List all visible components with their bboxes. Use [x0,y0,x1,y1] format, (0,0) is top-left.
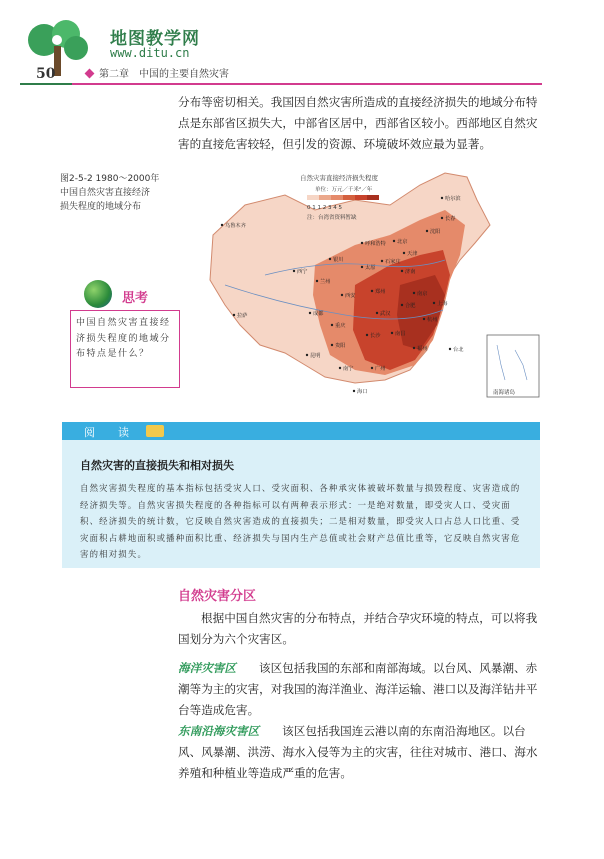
site-url[interactable]: www.ditu.cn [110,46,190,60]
page-number: 50 [36,66,56,82]
globe-icon [84,280,112,308]
city-dot [361,242,363,244]
site-logo-tree-icon [22,18,92,80]
city-dot [433,302,435,304]
think-question: 中国自然灾害直接经济损失程度的地域分布特点是什么？ [76,318,171,359]
legend-unit: 单位：万元／千米²／年 [315,187,373,193]
city-dot [376,312,378,314]
zone-ocean-name: 海洋灾害区 [178,661,236,675]
think-title: 思考 [122,291,149,306]
figure-caption-line-3: 损失程度的地域分布 [60,202,142,212]
site-name: 地图教学网 [110,29,200,49]
legend-title: 自然灾害直接经济损失程度 [300,174,378,182]
reading-label: 阅 读 [84,426,135,439]
city-dot [366,334,368,336]
city-label: 广州 [375,366,386,372]
city-label: 郑州 [375,289,386,295]
figure-caption-line-2: 中国自然灾害直接经济 [60,188,151,198]
city-label: 呼和浩特 [365,241,386,247]
map-very-high-loss-region [397,275,445,350]
city-label: 南宁 [343,366,354,372]
chapter-title: 第二章 中国的主要自然灾害 [99,69,229,80]
city-label: 上海 [437,301,448,307]
city-label: 贵阳 [335,343,346,349]
city-dot [441,197,443,199]
legend-swatch-6 [367,195,379,200]
city-dot [341,294,343,296]
city-dot [401,304,403,306]
city-label: 天津 [407,251,418,257]
south-china-sea-inset [487,335,539,397]
zone-ocean-text: 该区包括我国的东部和南部海域。以台风、风暴潮、赤潮等为主的灾害，对我国的海洋渔业、海洋运输、港口以及海洋钻井平台等造成危害。 [178,661,538,717]
city-label: 成都 [313,311,324,317]
city-label: 重庆 [335,323,346,329]
city-label: 杭州 [427,317,438,323]
city-dot [381,260,383,262]
city-label: 南京 [417,291,428,297]
city-label: 武汉 [380,311,391,317]
city-dot [413,292,415,294]
city-dot [233,314,235,316]
city-dot [371,290,373,292]
city-label: 拉萨 [237,313,248,319]
city-dot [331,344,333,346]
section-intro-text: 根据中国自然灾害的分布特点，并结合孕灾环境的特点，可以将我国划分为六个灾害区。 [178,611,538,646]
city-dot [426,230,428,232]
city-label: 合肥 [405,303,416,309]
zone-southeast-coast-name: 东南沿海灾害区 [178,724,260,738]
city-dot [361,266,363,268]
zone-ocean [178,658,548,721]
header-rule [72,83,542,85]
city-dot [293,270,295,272]
city-dot [329,258,331,260]
city-label: 济南 [405,269,416,275]
city-label: 沈阳 [430,229,441,235]
city-dot [331,324,333,326]
city-dot [371,367,373,369]
city-label: 西安 [345,293,356,299]
city-label: 海口 [357,389,368,395]
city-dot [441,217,443,219]
city-dot [353,390,355,392]
reading-title: 自然灾害的直接损失和相对损失 [80,459,234,472]
city-dot [306,354,308,356]
city-label: 福州 [417,346,428,352]
city-label: 乌鲁木齐 [225,223,246,229]
city-dot [339,367,341,369]
section-title: 自然灾害分区 [178,589,257,604]
city-dot [391,332,393,334]
zone-southeast-coast-text: 该区包括我国连云港以南的东南沿海地区。以台风、风暴潮、洪涝、海水入侵等为主的灾害，往往对城市、港口、海水养殖和种植业等造成严重的危害。 [178,724,538,780]
city-label: 昆明 [310,353,321,359]
city-dot [393,240,395,242]
intro-paragraph: 分布等密切相关。我国因自然灾害所造成的直接经济损失的地域分布特点是东部省区损失大，中部省区居中，西部省区较小。西部地区自然灾害的直接危害较轻，但引发的资源、环境破坏效应最为显著。 [178,95,538,151]
city-label: 西宁 [297,269,308,275]
figure-caption [60,172,180,214]
city-dot [413,347,415,349]
city-dot [423,318,425,320]
city-dot [309,312,311,314]
legend-swatch-5 [355,195,367,200]
city-label: 北京 [397,239,408,245]
legend-ticks: 0 1 1 2 3 4 5 [307,205,342,211]
legend-swatch-3 [331,195,343,200]
city-dot [403,252,405,254]
city-dot [401,270,403,272]
figure-caption-line-1: 图2-5-2 1980～2000年 [60,174,160,184]
reading-body: 自然灾害损失程度的基本指标包括受灾人口、受灾面积、各种承灾体被破坏数量与损毁程度、灾害造成的经济损失等。自然灾害损失程度的各种指标可以有两种表示形式：一是绝对数量，即受灾人口、受灾面积、经济损失的统计数，它反映自然灾害造成的直接损失；二是相对数量，即受灾人口占总人口比重、受灾面积占耕地面积或播种面积比重、经济损失与国内生产总值或社会财产总值比重等，它反映自然灾害危害的相对损失。 [80,483,521,559]
city-dot [449,348,451,350]
zone-southeast-coast [178,721,548,784]
legend-swatch-2 [319,195,331,200]
legend-note: 注：台湾省资料暂缺 [307,215,357,221]
city-label: 石家庄 [385,259,401,265]
city-dot [221,224,223,226]
city-label: 台北 [453,347,464,353]
legend-swatch-1 [307,195,319,200]
header-rule-left [20,83,72,85]
book-icon [146,425,164,437]
city-label: 长沙 [370,333,381,339]
section-intro [178,608,548,650]
city-label: 太原 [365,265,376,271]
china-disaster-loss-map [205,165,550,415]
city-label: 长春 [445,216,456,222]
city-dot [316,280,318,282]
inset-label: 南海诸岛 [493,390,516,396]
city-label: 南昌 [395,331,406,337]
legend-swatch-4 [343,195,355,200]
city-label: 哈尔滨 [445,196,461,202]
city-label: 银川 [333,257,344,263]
city-label: 兰州 [320,279,331,285]
